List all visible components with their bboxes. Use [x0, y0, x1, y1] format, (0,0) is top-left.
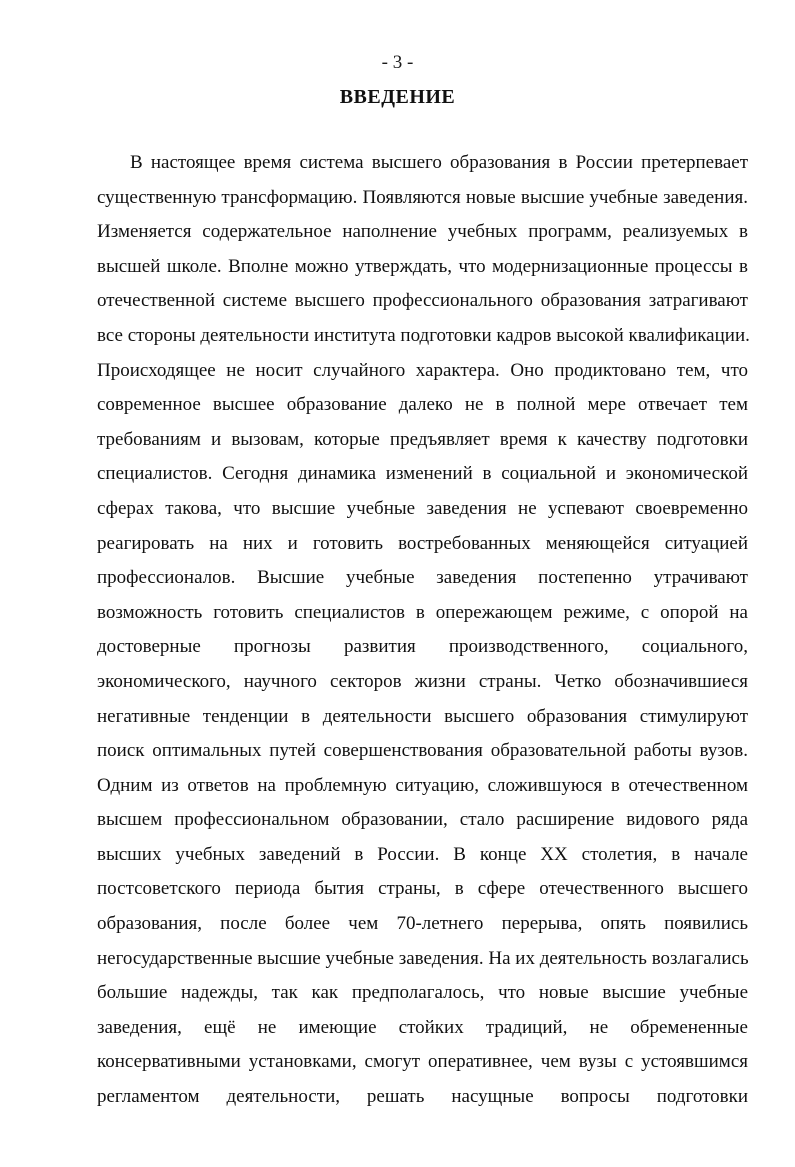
text-line: заведения, ещё не имеющие стойких традиций, не обремененные	[97, 1016, 748, 1038]
text-line: экономического, научного секторов жизни страны. Четко обозначившиеся	[97, 670, 748, 692]
section-title: ВВЕДЕНИЕ	[339, 86, 456, 108]
text-line: В настоящее время система высшего образования в России претерпевает	[130, 152, 748, 173]
text-line: существенную трансформацию. Появляются новые высшие учебные заведения.	[97, 186, 748, 208]
text-line: высшей школе. Вполне можно утверждать, что модернизационные процессы в	[97, 255, 748, 277]
text-line: реагировать на них и готовить востребованных меняющейся ситуацией	[97, 532, 748, 554]
text-line: отечественной системе высшего профессионального образования затрагивают	[97, 290, 748, 312]
text-line: постсоветского периода бытия страны, в сфере отечественного высшего	[97, 878, 748, 900]
text-line: высшем профессиональном образовании, стало расширение видового ряда	[97, 809, 748, 831]
text-line: профессионалов. Высшие учебные заведения постепенно утрачивают	[97, 567, 748, 589]
text-line: требованиям и вызовам, которые предъявляет время к качеству подготовки	[97, 428, 748, 450]
body-paragraph	[97, 148, 748, 1117]
text-line: высших учебных заведений в России. В конце XX столетия, в начале	[97, 843, 748, 865]
text-line: консервативными установками, смогут оперативнее, чем вузы с устоявшимся	[97, 1051, 748, 1073]
text-line: достоверные прогнозы развития производственного, социального,	[97, 636, 748, 658]
text-line: поиск оптимальных путей совершенствования образовательной работы вузов.	[97, 740, 748, 762]
text-line: негосударственные высшие учебные заведения. На их деятельность возлагались	[97, 947, 749, 969]
text-line: специалистов. Сегодня динамика изменений в социальной и экономической	[97, 463, 748, 485]
text-line: образования, после более чем 70-летнего перерыва, опять появились	[97, 913, 748, 935]
text-line: негативные тенденции в деятельности высшего образования стимулируют	[97, 705, 748, 727]
text-line: большие надежды, так как предполагалось, что новые высшие учебные	[97, 982, 748, 1004]
text-line: Одним из ответов на проблемную ситуацию, сложившуюся в отечественном	[97, 774, 748, 796]
text-line: Изменяется содержательное наполнение учебных программ, реализуемых в	[97, 221, 748, 243]
text-line: возможность готовить специалистов в опережающем режиме, с опорой на	[97, 601, 748, 623]
text-line: сферах такова, что высшие учебные заведения не успевают своевременно	[97, 497, 748, 519]
text-line: регламентом деятельности, решать насущные вопросы подготовки	[97, 1086, 748, 1108]
page-number: - 3 -	[381, 52, 414, 73]
text-line: Происходящее не носит случайного характера. Оно продиктовано тем, что	[97, 359, 748, 381]
text-line: современное высшее образование далеко не в полной мере отвечает тем	[97, 394, 748, 416]
text-line: все стороны деятельности института подготовки кадров высокой квалификации.	[97, 324, 750, 346]
